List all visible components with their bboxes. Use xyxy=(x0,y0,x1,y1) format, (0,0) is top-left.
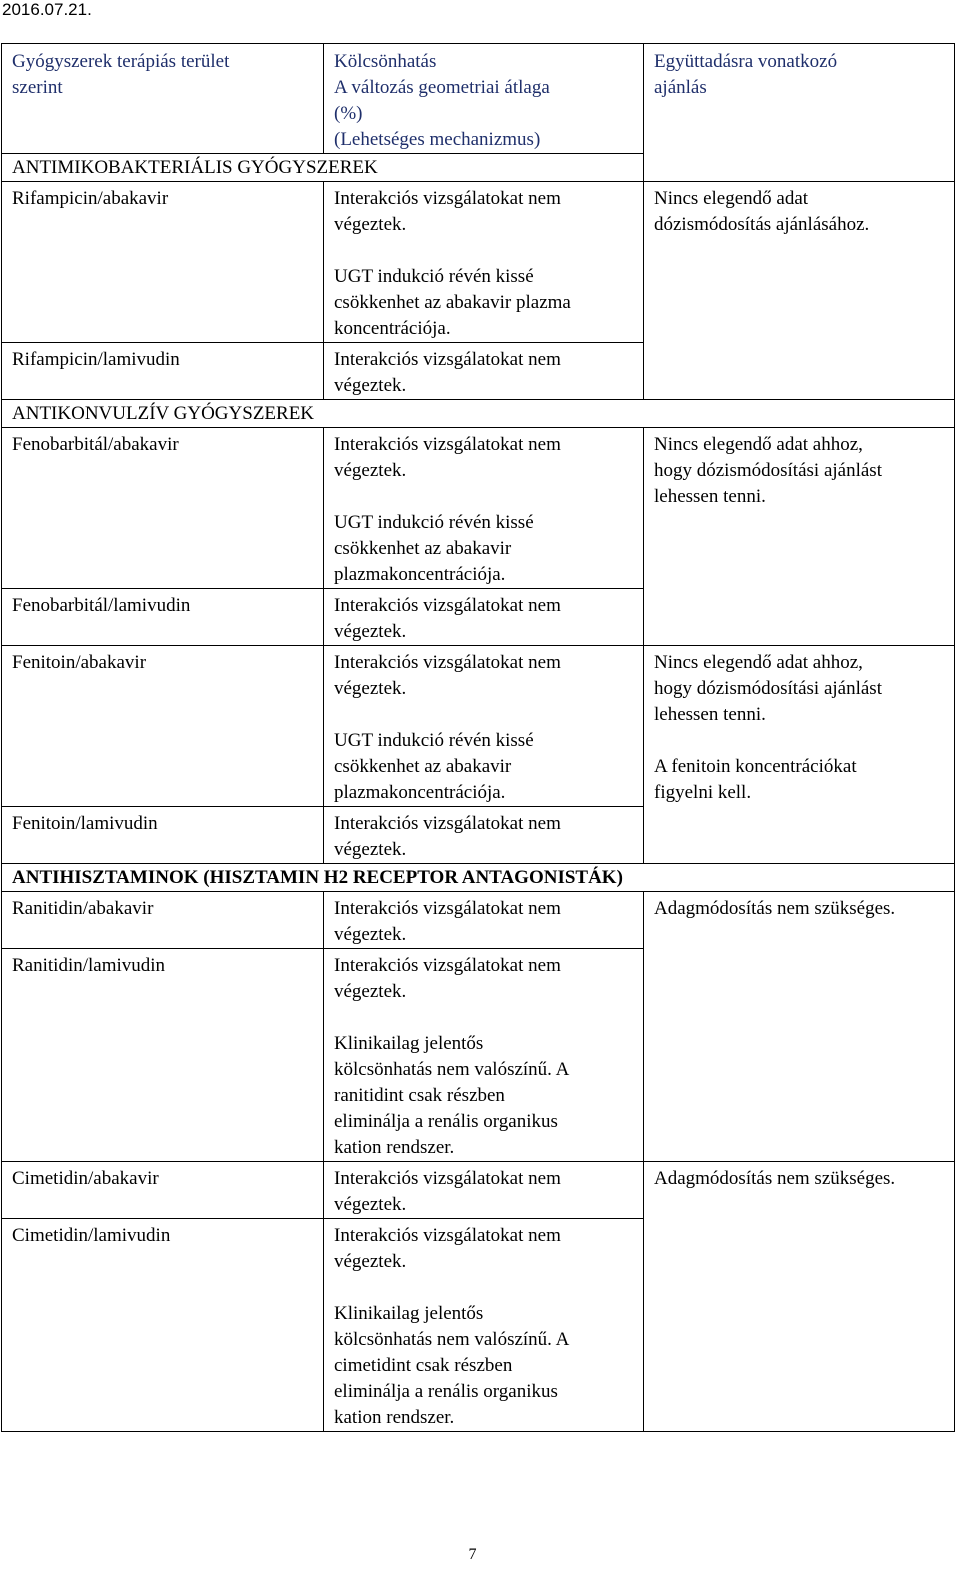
drug-cell: Fenitoin/lamivudin xyxy=(2,807,324,864)
mechanism-line: kölcsönhatás nem valószínű. A xyxy=(334,1059,570,1080)
section-row xyxy=(2,864,955,892)
header-drugs-cell xyxy=(2,44,324,154)
table-header-row xyxy=(2,44,955,154)
recommendation-line: lehessen tenni. xyxy=(654,704,766,725)
drug-cell: Cimetidin/abakavir xyxy=(2,1162,324,1219)
header-drugs-line: szerint xyxy=(12,77,63,98)
interaction-line: végeztek. xyxy=(334,981,407,1002)
interaction-line: végeztek. xyxy=(334,460,407,481)
table-row xyxy=(2,1162,955,1219)
drug-cell: Ranitidin/abakavir xyxy=(2,892,324,949)
drug-cell: Fenobarbitál/abakavir xyxy=(2,428,324,589)
interaction-line: Interakciós vizsgálatokat nem xyxy=(334,813,561,834)
section-title: ANTIHISZTAMINOK (HISZTAMIN H2 RECEPTOR ANTAGONISTÁK) xyxy=(2,864,955,892)
recommendation-line: Nincs elegendő adat ahhoz, xyxy=(654,434,863,455)
header-interaction-line: Kölcsönhatás xyxy=(334,51,437,72)
interaction-line: végeztek. xyxy=(334,678,407,699)
table-row xyxy=(2,182,955,343)
header-interaction-cell xyxy=(324,44,644,154)
recommendation-line: Nincs elegendő adat xyxy=(654,188,809,209)
interaction-cell xyxy=(324,949,644,1162)
interaction-line: végeztek. xyxy=(334,1194,407,1215)
recommendation-cell xyxy=(644,646,955,864)
mechanism-line: ranitidint csak részben xyxy=(334,1085,505,1106)
recommendation-line: dózismódosítás ajánlásához. xyxy=(654,214,870,235)
drug-cell: Rifampicin/abakavir xyxy=(2,182,324,343)
interaction-cell xyxy=(324,1219,644,1432)
mechanism-line: eliminálja a renális organikus xyxy=(334,1111,558,1132)
interaction-line: Interakciós vizsgálatokat nem xyxy=(334,898,561,919)
mechanism-line: kölcsönhatás nem valószínű. A xyxy=(334,1329,570,1350)
section-row xyxy=(2,400,955,428)
recommendation-cell: Adagmódosítás nem szükséges. xyxy=(644,1162,955,1432)
page-number: 7 xyxy=(468,1546,477,1563)
document-date: 2016.07.21. xyxy=(2,0,92,19)
drug-cell: Fenobarbitál/lamivudin xyxy=(2,589,324,646)
interaction-cell xyxy=(324,892,644,949)
interaction-line: Interakciós vizsgálatokat nem xyxy=(334,595,561,616)
mechanism-line: kation rendszer. xyxy=(334,1137,455,1158)
interaction-line: Interakciós vizsgálatokat nem xyxy=(334,1168,561,1189)
mechanism-line: csökkenhet az abakavir xyxy=(334,538,512,559)
mechanism-line: UGT indukció révén kissé xyxy=(334,730,534,751)
recommendation-cell xyxy=(644,182,955,400)
interaction-line: végeztek. xyxy=(334,1251,407,1272)
mechanism-line: UGT indukció révén kissé xyxy=(334,266,534,287)
recommendation-line: figyelni kell. xyxy=(654,782,752,803)
table-row xyxy=(2,892,955,949)
interaction-cell xyxy=(324,182,644,343)
mechanism-line: koncentrációja. xyxy=(334,318,451,339)
interaction-line: Interakciós vizsgálatokat nem xyxy=(334,652,561,673)
table-row xyxy=(2,646,955,807)
interaction-line: Interakciós vizsgálatokat nem xyxy=(334,188,561,209)
mechanism-line: Klinikailag jelentős xyxy=(334,1033,484,1054)
interaction-line: végeztek. xyxy=(334,839,407,860)
header-recommendation-line: Együttadásra vonatkozó xyxy=(654,51,838,72)
recommendation-line: lehessen tenni. xyxy=(654,486,766,507)
mechanism-line: plazmakoncentrációja. xyxy=(334,782,506,803)
interaction-line: Interakciós vizsgálatokat nem xyxy=(334,955,561,976)
header-interaction-line: (%) xyxy=(334,103,363,124)
drug-cell: Fenitoin/abakavir xyxy=(2,646,324,807)
mechanism-line: csökkenhet az abakavir xyxy=(334,756,512,777)
interaction-table xyxy=(1,43,955,1432)
interaction-line: végeztek. xyxy=(334,924,407,945)
interaction-line: Interakciós vizsgálatokat nem xyxy=(334,349,561,370)
interaction-line: Interakciós vizsgálatokat nem xyxy=(334,1225,561,1246)
header-interaction-line: (Lehetséges mechanizmus) xyxy=(334,129,541,150)
section-title: ANTIKONVULZÍV GYÓGYSZEREK xyxy=(2,400,955,428)
section-title: ANTIMIKOBAKTERIÁLIS GYÓGYSZEREK xyxy=(2,154,644,182)
interaction-line: végeztek. xyxy=(334,375,407,396)
table-row xyxy=(2,428,955,589)
header-interaction-line: A változás geometriai átlaga xyxy=(334,77,550,98)
recommendation-cell xyxy=(644,428,955,646)
mechanism-line: csökkenhet az abakavir plazma xyxy=(334,292,571,313)
mechanism-line: UGT indukció révén kissé xyxy=(334,512,534,533)
recommendation-line: hogy dózismódosítási ajánlást xyxy=(654,460,882,481)
interaction-line: végeztek. xyxy=(334,214,407,235)
header-recommendation-cell xyxy=(644,44,955,182)
recommendation-cell: Adagmódosítás nem szükséges. xyxy=(644,892,955,1162)
recommendation-line: hogy dózismódosítási ajánlást xyxy=(654,678,882,699)
mechanism-line: cimetidint csak részben xyxy=(334,1355,513,1376)
mechanism-line: Klinikailag jelentős xyxy=(334,1303,484,1324)
interaction-cell xyxy=(324,589,644,646)
interaction-line: Interakciós vizsgálatokat nem xyxy=(334,434,561,455)
interaction-cell xyxy=(324,428,644,589)
interaction-cell xyxy=(324,807,644,864)
header-recommendation-line: ajánlás xyxy=(654,77,707,98)
interaction-line: végeztek. xyxy=(334,621,407,642)
drug-cell: Cimetidin/lamivudin xyxy=(2,1219,324,1432)
mechanism-line: eliminálja a renális organikus xyxy=(334,1381,558,1402)
drug-cell: Rifampicin/lamivudin xyxy=(2,343,324,400)
mechanism-line: plazmakoncentrációja. xyxy=(334,564,506,585)
drug-cell: Ranitidin/lamivudin xyxy=(2,949,324,1162)
recommendation-line: A fenitoin koncentrációkat xyxy=(654,756,857,777)
interaction-cell xyxy=(324,343,644,400)
interaction-cell xyxy=(324,1162,644,1219)
mechanism-line: kation rendszer. xyxy=(334,1407,455,1428)
header-drugs-line: Gyógyszerek terápiás terület xyxy=(12,51,230,72)
interaction-cell xyxy=(324,646,644,807)
recommendation-line: Nincs elegendő adat ahhoz, xyxy=(654,652,863,673)
